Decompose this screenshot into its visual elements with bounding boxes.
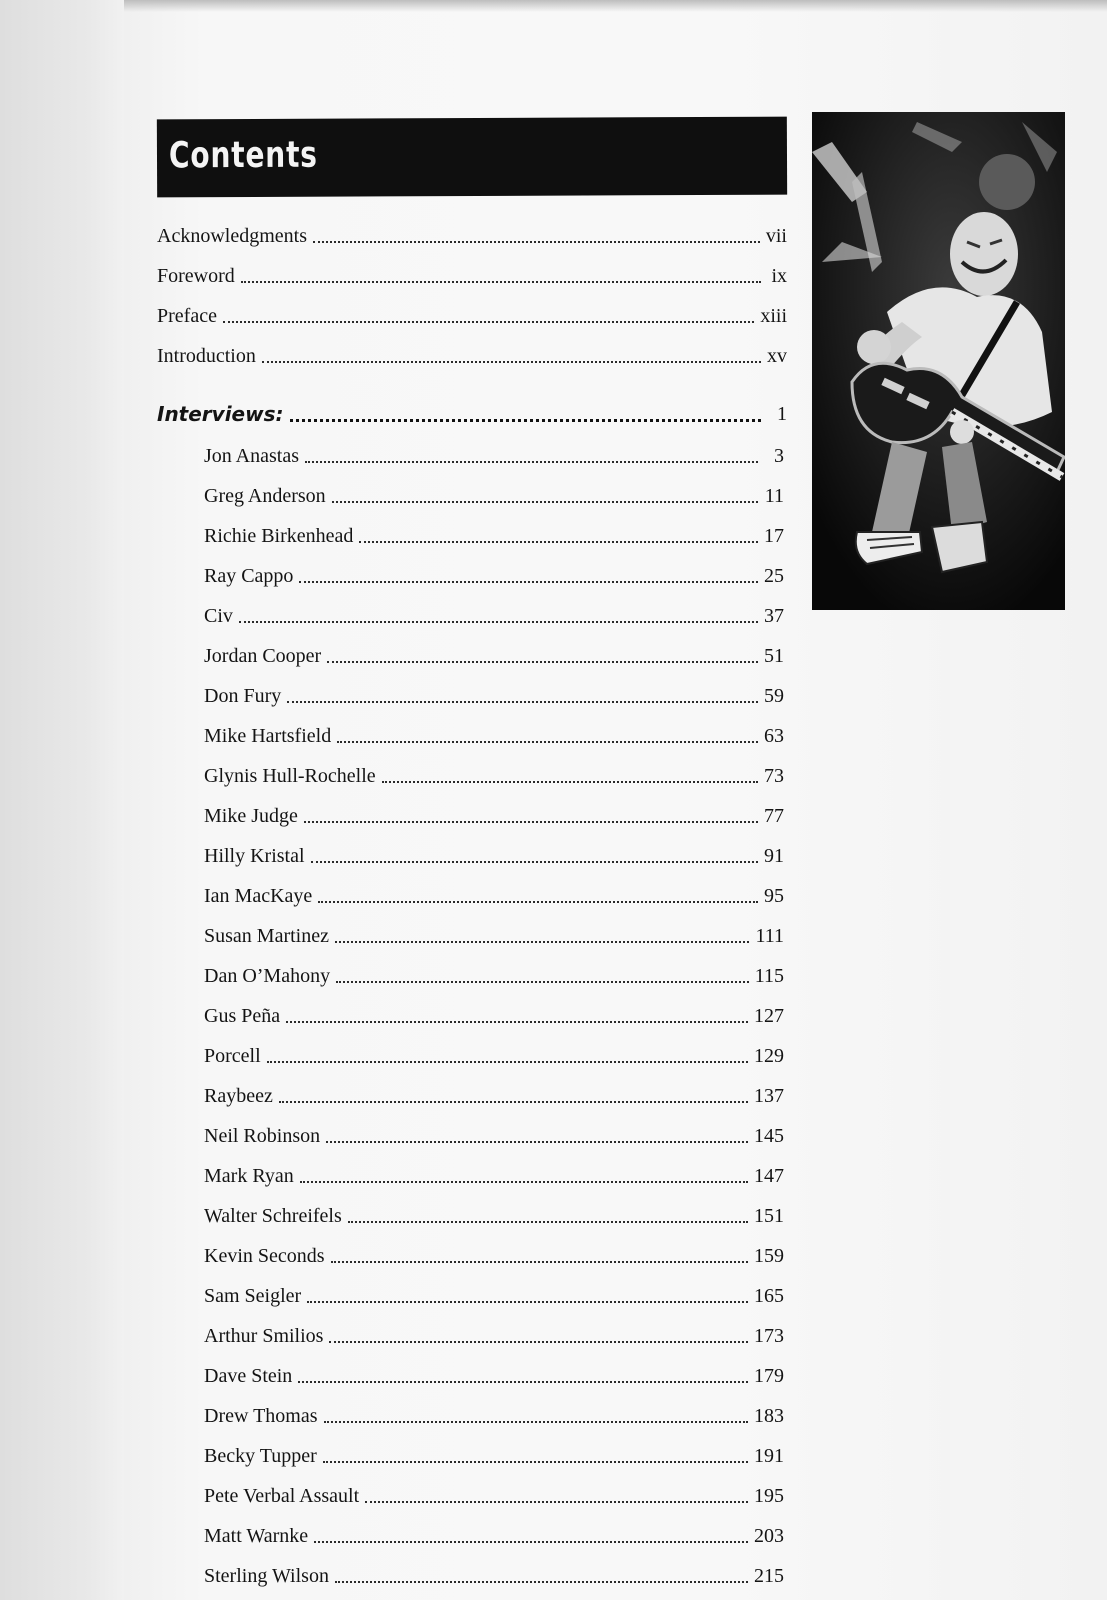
- toc-page-number: 91: [764, 845, 784, 867]
- toc-page-number: 73: [764, 765, 784, 787]
- toc-entry-interview[interactable]: [204, 1358, 784, 1388]
- toc-page-number: 215: [754, 1565, 784, 1587]
- toc-entry-interview[interactable]: [204, 718, 784, 748]
- toc-page-number: 63: [764, 725, 784, 747]
- dot-leader: [337, 741, 758, 743]
- book-gutter: [0, 0, 128, 1600]
- toc-entry-title: Walter Schreifels: [204, 1205, 342, 1227]
- toc-entry-interview[interactable]: [204, 998, 784, 1028]
- toc-page-number: 59: [764, 685, 784, 707]
- toc-section-interviews[interactable]: [157, 396, 787, 426]
- toc-entry-title: Matt Warnke: [204, 1525, 309, 1547]
- dot-leader: [314, 1541, 748, 1543]
- toc-entry-title: Ray Cappo: [204, 565, 294, 587]
- toc-entry-interview[interactable]: [204, 1118, 784, 1148]
- dot-leader: [279, 1101, 748, 1103]
- dot-leader: [335, 941, 750, 943]
- dot-leader: [332, 501, 758, 503]
- dot-leader: [335, 1581, 748, 1583]
- toc-page-number: 183: [754, 1405, 784, 1427]
- toc-page-number: 137: [754, 1085, 784, 1107]
- toc-entry-title: Arthur Smilios: [204, 1325, 324, 1347]
- toc-page-number: 95: [764, 885, 784, 907]
- toc-entry-introduction[interactable]: [157, 338, 787, 368]
- toc-entry-interview[interactable]: [204, 1438, 784, 1468]
- toc-page-number: xv: [767, 345, 787, 367]
- page-top-shadow: [124, 0, 1107, 12]
- toc-page-number: 77: [764, 805, 784, 827]
- toc-entry-interview[interactable]: [204, 1198, 784, 1228]
- toc-entry-interview[interactable]: [204, 838, 784, 868]
- toc-entry-interview[interactable]: [204, 1278, 784, 1308]
- toc-entry-title: Glynis Hull-Rochelle: [204, 765, 376, 787]
- toc-page-number: 151: [754, 1205, 784, 1227]
- toc-entry-title: Greg Anderson: [204, 485, 326, 507]
- dot-leader: [311, 861, 758, 863]
- toc-page-number: xiii: [760, 305, 787, 327]
- toc-entry-title: Mike Hartsfield: [204, 725, 332, 747]
- toc-entry-title: Sterling Wilson: [204, 1565, 329, 1587]
- toc-entry-title: Ian MacKaye: [204, 885, 313, 907]
- dot-leader: [304, 821, 758, 823]
- toc-entry-title: Kevin Seconds: [204, 1245, 325, 1267]
- dot-leader: [300, 1181, 748, 1183]
- toc-entry-interview[interactable]: [204, 1238, 784, 1268]
- toc-page-number: 37: [764, 605, 784, 627]
- toc-page-number: 127: [754, 1005, 784, 1027]
- toc-page-number: 1: [777, 403, 787, 425]
- dot-leader: [382, 781, 758, 783]
- toc-entry-interview[interactable]: [204, 1478, 784, 1508]
- toc-entry-title: Pete Verbal Assault: [204, 1485, 360, 1507]
- page-title: Contents: [168, 134, 318, 177]
- toc-entry-title: Mike Judge: [204, 805, 298, 827]
- toc-page-number: 115: [754, 965, 784, 987]
- toc-entry-title: Sam Seigler: [204, 1285, 302, 1307]
- toc-entry-title: Richie Birkenhead: [204, 525, 354, 547]
- toc-page-number: 111: [755, 925, 784, 947]
- dot-leader: [323, 1461, 748, 1463]
- dot-leader: [241, 281, 761, 283]
- dot-leader: [267, 1061, 748, 1063]
- toc-entry-interview[interactable]: [204, 1318, 784, 1348]
- toc-entry-interview[interactable]: [204, 878, 784, 908]
- toc-entry-interview[interactable]: [204, 558, 784, 588]
- toc-entry-title: Introduction: [157, 345, 256, 367]
- toc-page-number: 11: [764, 485, 784, 507]
- toc-entry-preface[interactable]: [157, 298, 787, 328]
- guitarist-photo: [812, 112, 1065, 610]
- toc-entry-title: Jon Anastas: [204, 445, 299, 467]
- dot-leader: [313, 241, 760, 243]
- toc-page-number: 147: [754, 1165, 784, 1187]
- dot-leader: [331, 1261, 748, 1263]
- toc-page-number: 129: [754, 1045, 784, 1067]
- toc-page-number: 195: [754, 1485, 784, 1507]
- toc-page-number: 25: [764, 565, 784, 587]
- toc-entry-title: Neil Robinson: [204, 1125, 321, 1147]
- toc-entry-title: Porcell: [204, 1045, 261, 1067]
- dot-leader: [262, 361, 761, 363]
- contents-banner: [157, 117, 787, 198]
- dot-leader: [336, 981, 749, 983]
- toc-page-number: 165: [754, 1285, 784, 1307]
- toc-page-number: 159: [754, 1245, 784, 1267]
- dot-leader: [359, 541, 758, 543]
- dot-leader: [348, 1221, 748, 1223]
- toc-entry-title: Preface: [157, 305, 217, 327]
- toc-page-number: ix: [771, 265, 787, 287]
- toc-page-number: 179: [754, 1365, 784, 1387]
- dot-leader: [307, 1301, 748, 1303]
- toc-entry-title: Acknowledgments: [157, 225, 307, 247]
- dot-leader: [327, 661, 758, 663]
- toc-entry-interview[interactable]: [204, 678, 784, 708]
- toc-entry-interview[interactable]: [204, 1038, 784, 1068]
- toc-entry-title: Hilly Kristal: [204, 845, 305, 867]
- toc-entry-interview[interactable]: [204, 1398, 784, 1428]
- toc-page-number: 145: [754, 1125, 784, 1147]
- dot-leader: [329, 1341, 748, 1343]
- dot-leader: [305, 461, 758, 463]
- toc-entry-title: Dan O’Mahony: [204, 965, 331, 987]
- toc-entry-interview[interactable]: [204, 598, 784, 628]
- toc-entry-interview[interactable]: [204, 638, 784, 668]
- toc-entry-title: Mark Ryan: [204, 1165, 294, 1187]
- toc-entry-interview[interactable]: [204, 1518, 784, 1548]
- toc-entry-interview[interactable]: [204, 478, 784, 508]
- toc-entry-interview[interactable]: [204, 798, 784, 828]
- toc-entry-acknowledgments[interactable]: [157, 218, 787, 248]
- toc-entry-interview[interactable]: [204, 1158, 784, 1188]
- toc-entry-interview[interactable]: [204, 1078, 784, 1108]
- toc-page-number: 173: [754, 1325, 784, 1347]
- toc-entry-title: Foreword: [157, 265, 235, 287]
- dot-leader: [326, 1141, 748, 1143]
- toc-entry-title: Dave Stein: [204, 1365, 293, 1387]
- guitarist-photo-graphic: [812, 112, 1065, 610]
- dot-leader: [299, 581, 758, 583]
- dot-leader: [223, 321, 754, 323]
- toc-entry-foreword[interactable]: [157, 258, 787, 288]
- toc-page-number: vii: [765, 225, 787, 247]
- toc-page-number: 51: [764, 645, 784, 667]
- toc-page-number: 191: [754, 1445, 784, 1467]
- dot-leader: [365, 1501, 748, 1503]
- toc-page-number: 203: [754, 1525, 784, 1547]
- toc-entry-interview[interactable]: [204, 518, 784, 548]
- toc-entry-interview[interactable]: [204, 438, 784, 468]
- toc-page-number: 17: [764, 525, 784, 547]
- dot-leader: [286, 1021, 748, 1023]
- dot-leader: [290, 419, 761, 422]
- toc-entry-title: Raybeez: [204, 1085, 273, 1107]
- dot-leader: [287, 701, 758, 703]
- dot-leader: [298, 1381, 748, 1383]
- toc-entry-title: Gus Peña: [204, 1005, 281, 1027]
- toc-entry-title: Drew Thomas: [204, 1405, 318, 1427]
- toc-entry-title: Becky Tupper: [204, 1445, 317, 1467]
- dot-leader: [239, 621, 758, 623]
- dot-leader: [324, 1421, 749, 1423]
- toc-section-title: Interviews:: [157, 402, 284, 426]
- toc-entry-interview[interactable]: [204, 958, 784, 988]
- toc-page-number: 3: [774, 445, 784, 467]
- toc-entry-interview[interactable]: [204, 758, 784, 788]
- toc-entry-interview[interactable]: [204, 918, 784, 948]
- toc-entry-title: Susan Martinez: [204, 925, 329, 947]
- toc-entry-title: Don Fury: [204, 685, 282, 707]
- toc-entry-title: Jordan Cooper: [204, 645, 322, 667]
- toc-entry-interview[interactable]: [204, 1558, 784, 1588]
- dot-leader: [318, 901, 758, 903]
- toc-entry-title: Civ: [204, 605, 233, 627]
